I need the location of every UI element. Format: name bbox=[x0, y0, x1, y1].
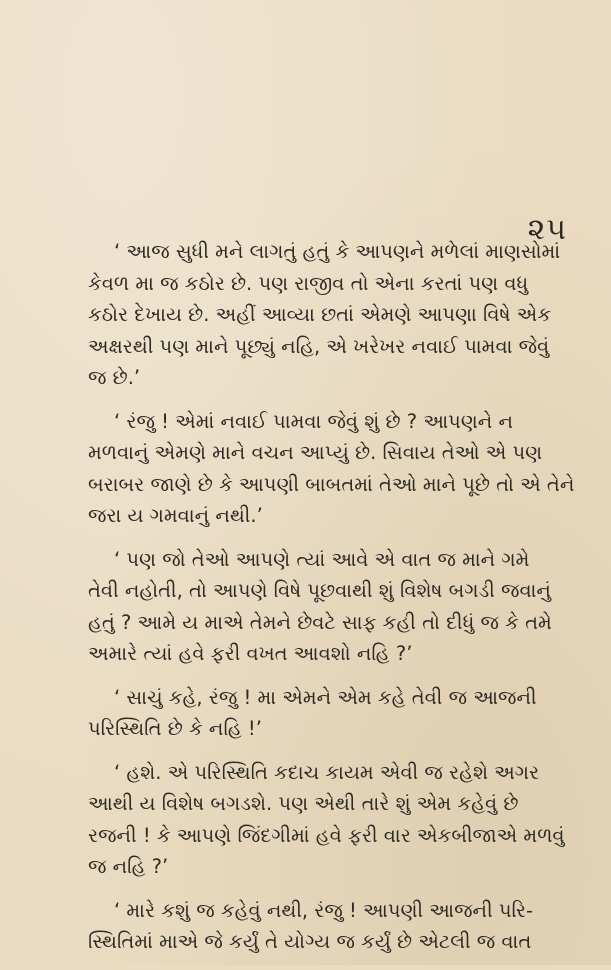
text-line: ‘ સાચું કહે, રંજુ ! મા એમને એમ કહે તેવી જ આજની bbox=[114, 685, 537, 709]
text-line: પરિસ્થિતિ છે કે નહિ !’ bbox=[88, 717, 262, 740]
paragraph-2 bbox=[88, 406, 575, 532]
text-line: ‘ મારે કશું જ કહેવું નથી, રંજુ ! આપણી આજની પરિ- bbox=[114, 898, 534, 922]
text-line: હતું ? આમે ય માએ તેમને છેવટે સાફ કહી તો દીધું જ કે તમે bbox=[88, 610, 552, 634]
page-number: ૨૫ bbox=[527, 212, 567, 247]
text-line: અક્ષરથી પણ માને પૂછ્યું નહિ, એ ખરેખર નવાઈ પામવા જેવું bbox=[88, 334, 550, 358]
text-line: જ નહિ ?’ bbox=[88, 855, 169, 878]
text-line: સ્થિતિમાં માએ જે કર્યું તે યોગ્ય જ કર્યું છે એટલી જ વાત bbox=[88, 930, 532, 953]
paragraph-3 bbox=[88, 544, 571, 670]
text-line: જ છે.’ bbox=[88, 366, 141, 389]
text-line: કેવળ મા જ કઠોર છે. પણ રાજીવ તો એના કરતાં પણ વધુ bbox=[88, 271, 529, 295]
body-text bbox=[88, 236, 575, 970]
text-line: અમારે ત્યાં હવે ફરી વખત આવશો નહિ ?’ bbox=[88, 642, 413, 665]
paragraph-4 bbox=[88, 682, 571, 745]
text-line: તેવી નહોતી, તો આપણે વિષે પૂછવાથી શું વિશેષ બગડી જવાનું bbox=[88, 579, 551, 602]
text-line: આથી ય વિશેષ બગડશે. પણ એથી તારે શું એમ કહેવું છે bbox=[88, 792, 519, 815]
text-line: ‘ રંજુ ! એમાં નવાઈ પામવા જેવું શું છે ? આપણને ન bbox=[114, 409, 514, 433]
paragraph-6 bbox=[88, 895, 571, 958]
paragraph-5 bbox=[88, 757, 571, 883]
paragraph-1 bbox=[88, 236, 571, 394]
text-line: જરા ય ગમવાનું નથી.’ bbox=[88, 504, 263, 527]
text-line: કઠોર દેખાય છે. અહીં આવ્યા છતાં એમણે આપણા વિષે એક bbox=[88, 303, 552, 326]
text-line: રજની ! કે આપણે જિંદગીમાં હવે ફરી વાર એકબીજાએ મળવું bbox=[88, 823, 565, 847]
text-line: મળવાનું એમણે માને વચન આપ્યું છે. સિવાય તેઓ એ પણ bbox=[88, 441, 543, 464]
text-line: ‘ પણ જો તેઓ આપણે ત્યાં આવે એ વાત જ માને ગમે bbox=[114, 547, 530, 571]
text-line: ‘ આજ સુધી મને લાગતું હતું કે આપણને મળેલાં માણસોમાં bbox=[114, 240, 561, 263]
text-line: ‘ હશે. એ પરિસ્થિતિ કદાચ કાયમ એવી જ રહેશે અગર bbox=[114, 760, 540, 784]
text-line: બરાબર જાણે છે કે આપણી બાબતમાં તેઓ માને પૂછે તો એ તેને bbox=[88, 472, 575, 496]
